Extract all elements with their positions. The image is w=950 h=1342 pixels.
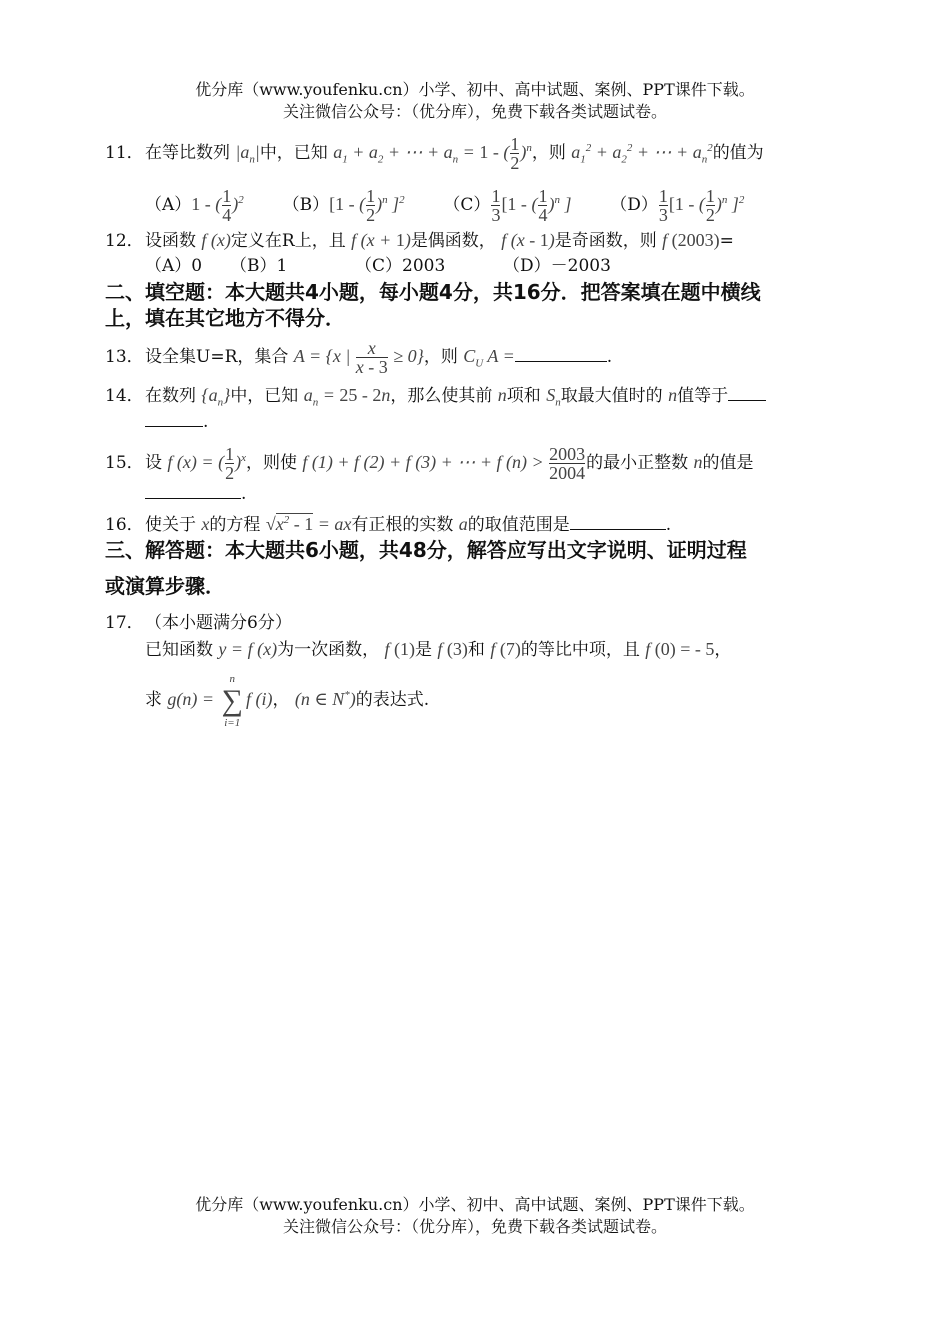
formula-equation: $√x^2 - 1$ = ax [265, 514, 352, 534]
formula-f-minus: f (x - 1) [501, 230, 555, 250]
question-number: 14． [105, 386, 144, 406]
question-12-options [145, 256, 611, 276]
formula-f-plus: f (x + 1) [351, 230, 411, 250]
answer-blank[interactable] [728, 386, 766, 401]
section-3-heading-line-1: 三、解答题：本大题共6小题，共48分，解答应写出文字说明、证明过程 [105, 538, 747, 562]
question-number: 11． [105, 143, 144, 163]
question-number: 17． [105, 613, 144, 633]
footer-line-2: 关注微信公众号：（优分库），免费下载各类试题试卷。 [282, 1217, 667, 1236]
option-c: （C）2003 [355, 256, 446, 276]
question-11: 11．在等比数列 $|a_n|$中，已知 $a_1 + a_2$ + ⋯ + $a_n = 1$ - ( $\frac{1}{2}$ )$^n$，则 $a_1^2 + a_2^2$ + ⋯ + $a_n^2$的值为 [105, 134, 764, 174]
formula-f3: f (3) [437, 639, 468, 659]
section-3-heading-line-2: 或演算步骤． [105, 574, 225, 598]
question-17-line-1: 已知函数 y = f (x)为一次函数， f (1)是 f (3)和 f (7)的等比中项，且 f (0) = - 5， [145, 639, 732, 660]
formula-sequence: $\{a_n\}$ [201, 385, 231, 409]
question-number: 15． [105, 453, 144, 473]
option-d: （D） $\frac{1}{3}$ [1 - ( $\frac{1}{2}$ )$^n$ ]$^2$ [610, 186, 745, 226]
header-line-1: 优分库（www.youfenku.cn）小学、初中、高中试题、案例、PPT课件下载。 [195, 80, 755, 99]
formula-square-sum: $a_1^2 + a_2^2$ + ⋯ + $a_n^2$ [571, 142, 713, 166]
formula-x: x [201, 514, 210, 534]
option-c: （C） $\frac{1}{3}$ [1 - ( $\frac{1}{4}$ )$^n$ ] [443, 186, 572, 226]
formula-complement: $C_U$ A = [463, 346, 515, 370]
formula-domain: (n ∈ N*) [294, 689, 356, 709]
section-2-heading-line-2: 上，填在其它地方不得分． [105, 306, 345, 330]
formula-inequality: f (1) + f (2) + f (3) + ⋯ + f (n) > $\frac{2003}{2004}$ [302, 444, 586, 484]
answer-blank[interactable] [570, 515, 666, 530]
formula-f-2003: f (2003) [662, 230, 720, 250]
formula-f7: f (7) [490, 639, 521, 659]
question-14: 14．在数列 $\{a_n\}$中，已知 $a_n = 25 - 2n$，那么使其前 n项和 $S_n$取最大值时的 n值等于 [105, 385, 766, 413]
question-17-line-2: 求 g(n) = n ∑ i=1 f (i)， (n ∈ N*)的表达式. [145, 672, 430, 729]
formula-f: f (x) [201, 230, 231, 250]
formula-n: n [497, 385, 507, 405]
option-b: （B）1 [230, 256, 288, 276]
formula-fx: f (x) = ( $\frac{1}{2}$ )$^x$ [167, 444, 246, 484]
formula-f1: f (1) [384, 639, 415, 659]
formula-an: $a_n = 25 - 2n$ [303, 385, 391, 409]
question-14-continued: . [145, 412, 208, 432]
question-15-continued: . [145, 484, 246, 504]
footer-line-1: 优分库（www.youfenku.cn）小学、初中、高中试题、案例、PPT课件下载。 [195, 1195, 755, 1214]
section-2-heading-line-1: 二、填空题：本大题共4小题，每小题4分，共16分．把答案填在题中横线 [105, 280, 761, 304]
answer-blank[interactable] [145, 412, 203, 427]
answer-blank[interactable] [515, 347, 607, 362]
question-number: 13． [105, 347, 144, 367]
option-d: （D）－2003 [503, 256, 611, 276]
formula-sn: $S_n$ [546, 385, 561, 409]
question-number: 12． [105, 231, 144, 251]
formula-y: y = f (x) [218, 639, 278, 659]
header-line-2: 关注微信公众号：（优分库），免费下载各类试题试卷。 [282, 102, 667, 121]
question-12: 12．设函数 f (x)定义在R上，且 f (x + 1)是偶函数， f (x - 1)是奇函数，则 f (2003)= [105, 230, 734, 251]
question-number: 16． [105, 515, 144, 535]
formula-sequence: $|a_n|$ [235, 142, 260, 166]
formula-sum: $a_1 + a_2$ + ⋯ + $a_n = 1$ - ( $\frac{1}{2}$ )$^n$ [333, 134, 532, 174]
formula-a: a [458, 514, 468, 534]
formula-f0: f (0) = - 5 [645, 639, 715, 659]
option-a: （A）0 [145, 256, 203, 276]
question-17-title: 17．（本小题满分6分） [105, 613, 292, 633]
answer-blank[interactable] [145, 484, 241, 499]
formula-n: n [693, 452, 703, 472]
question-13: 13．设全集U=R，集合 A = {x | $\frac{x}{x - 3}$ ≥ 0}，则 $C_U$ A = . [105, 338, 613, 378]
option-b: （B）[1 - ( $\frac{1}{2}$ )$^n$ ]$^2$ [282, 186, 405, 226]
formula-gn: g(n) = n ∑ i=1 f (i) [167, 672, 273, 729]
question-16: 16．使关于 x的方程 $√x^2 - 1$ = ax有正根的实数 a的取值范围是 . [105, 514, 672, 535]
question-15: 15．设 f (x) = ( $\frac{1}{2}$ )$^x$，则使 f (1) + f (2) + f (3) + ⋯ + f (n) > $\frac{2003}{2004}$ 的最小正整数 n的值是 [105, 436, 754, 485]
formula-n: n [668, 385, 678, 405]
formula-set-a: A = {x | $\frac{x}{x - 3}$ ≥ 0} [293, 338, 424, 378]
question-11-options [145, 178, 744, 227]
option-a: （A）1 - ( $\frac{1}{4}$ )$^2$ [145, 186, 244, 226]
